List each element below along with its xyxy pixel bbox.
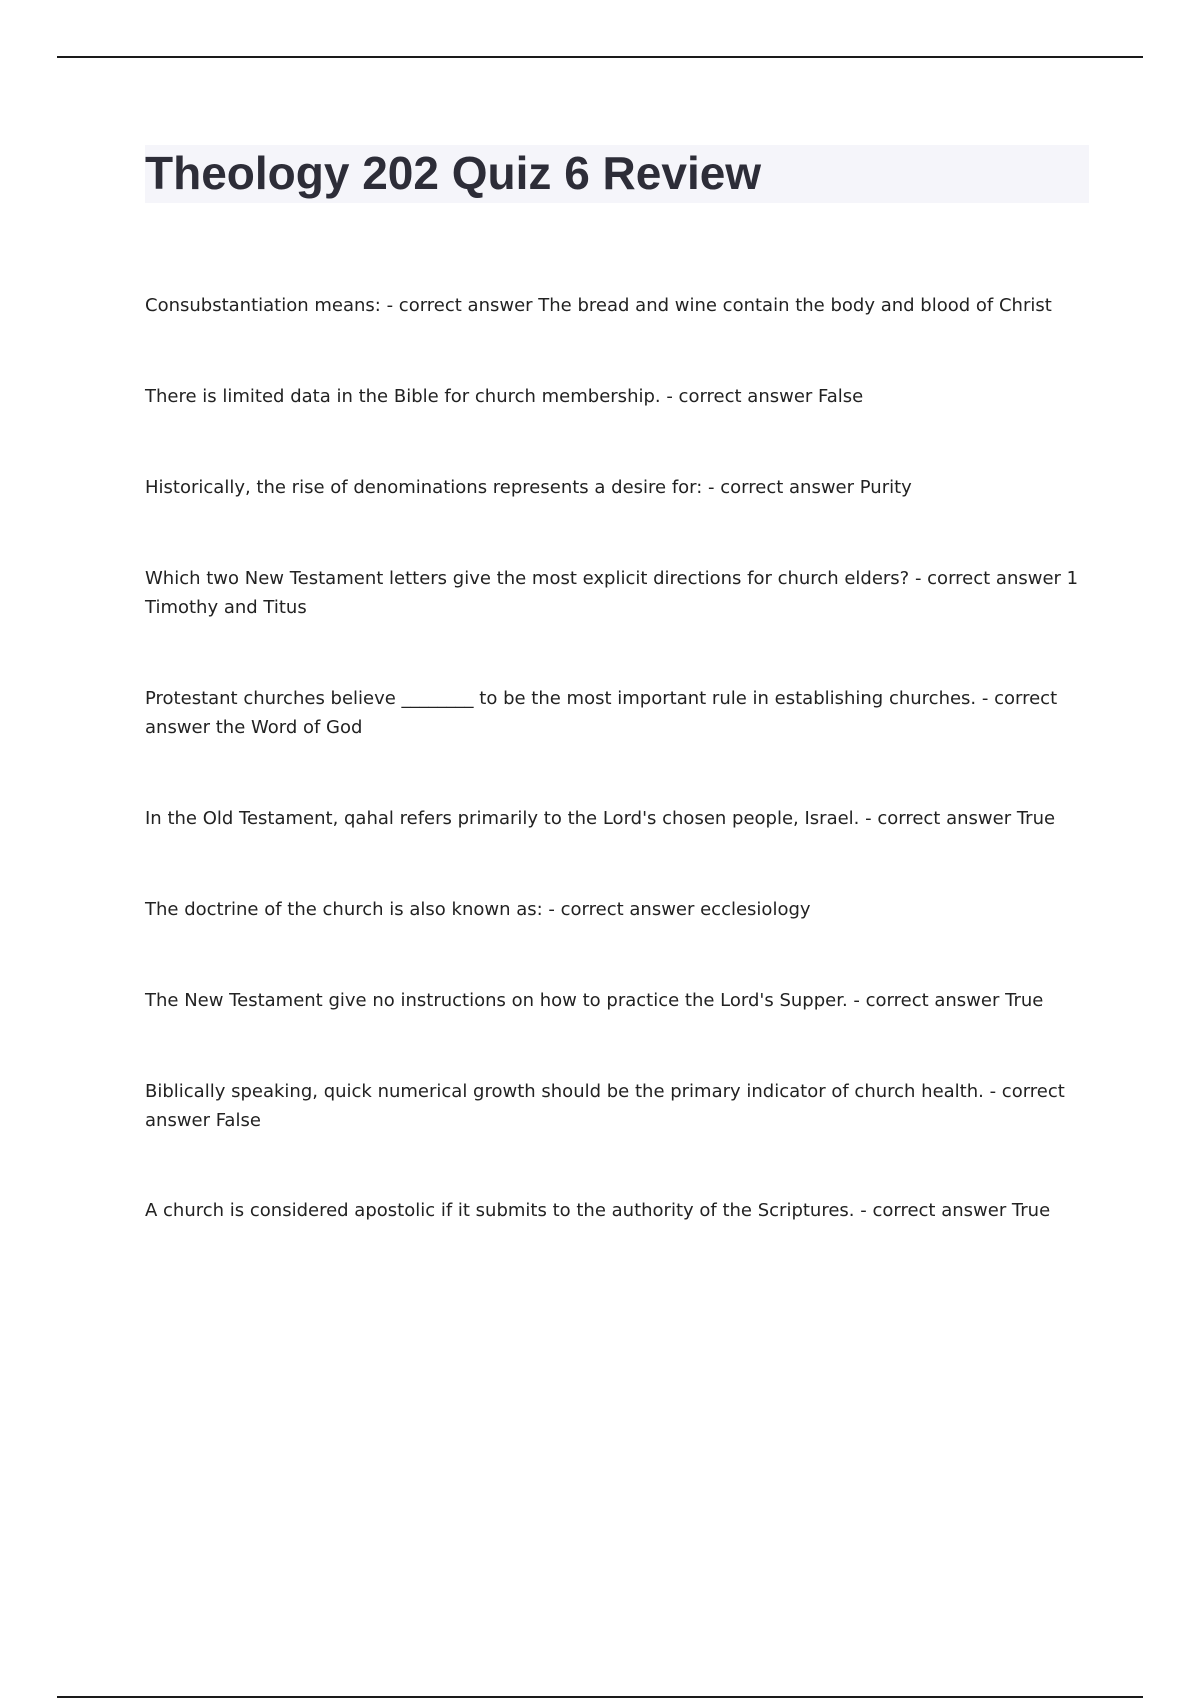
- qa-item: Protestant churches believe ________ to be the most important rule in establishing churches. - correct answer the Word of God: [145, 688, 1058, 738]
- qa-item: In the Old Testament, qahal refers primarily to the Lord's chosen people, Israel. - correct answer True: [145, 808, 1056, 829]
- qa-item: A church is considered apostolic if it submits to the authority of the Scriptures. - correct answer True: [145, 1200, 1051, 1221]
- page-title: Theology 202 Quiz 6 Review: [145, 147, 762, 199]
- qa-item: Which two New Testament letters give the most explicit directions for church elders? - correct answer 1 Timothy and Titus: [145, 568, 1079, 618]
- qa-item: Biblically speaking, quick numerical growth should be the primary indicator of church health. - correct answer False: [145, 1081, 1065, 1131]
- qa-item: Consubstantiation means: - correct answer The bread and wine contain the body and blood of Christ: [145, 295, 1052, 316]
- qa-item: There is limited data in the Bible for church membership. - correct answer False: [145, 386, 864, 407]
- bottom-divider: [57, 1696, 1143, 1698]
- qa-item: The New Testament give no instructions on how to practice the Lord's Supper. - correct answer True: [145, 990, 1044, 1011]
- top-divider: [57, 56, 1143, 58]
- qa-item: The doctrine of the church is also known as: - correct answer ecclesiology: [145, 899, 811, 920]
- qa-item: Historically, the rise of denominations represents a desire for: - correct answer Purity: [145, 477, 912, 498]
